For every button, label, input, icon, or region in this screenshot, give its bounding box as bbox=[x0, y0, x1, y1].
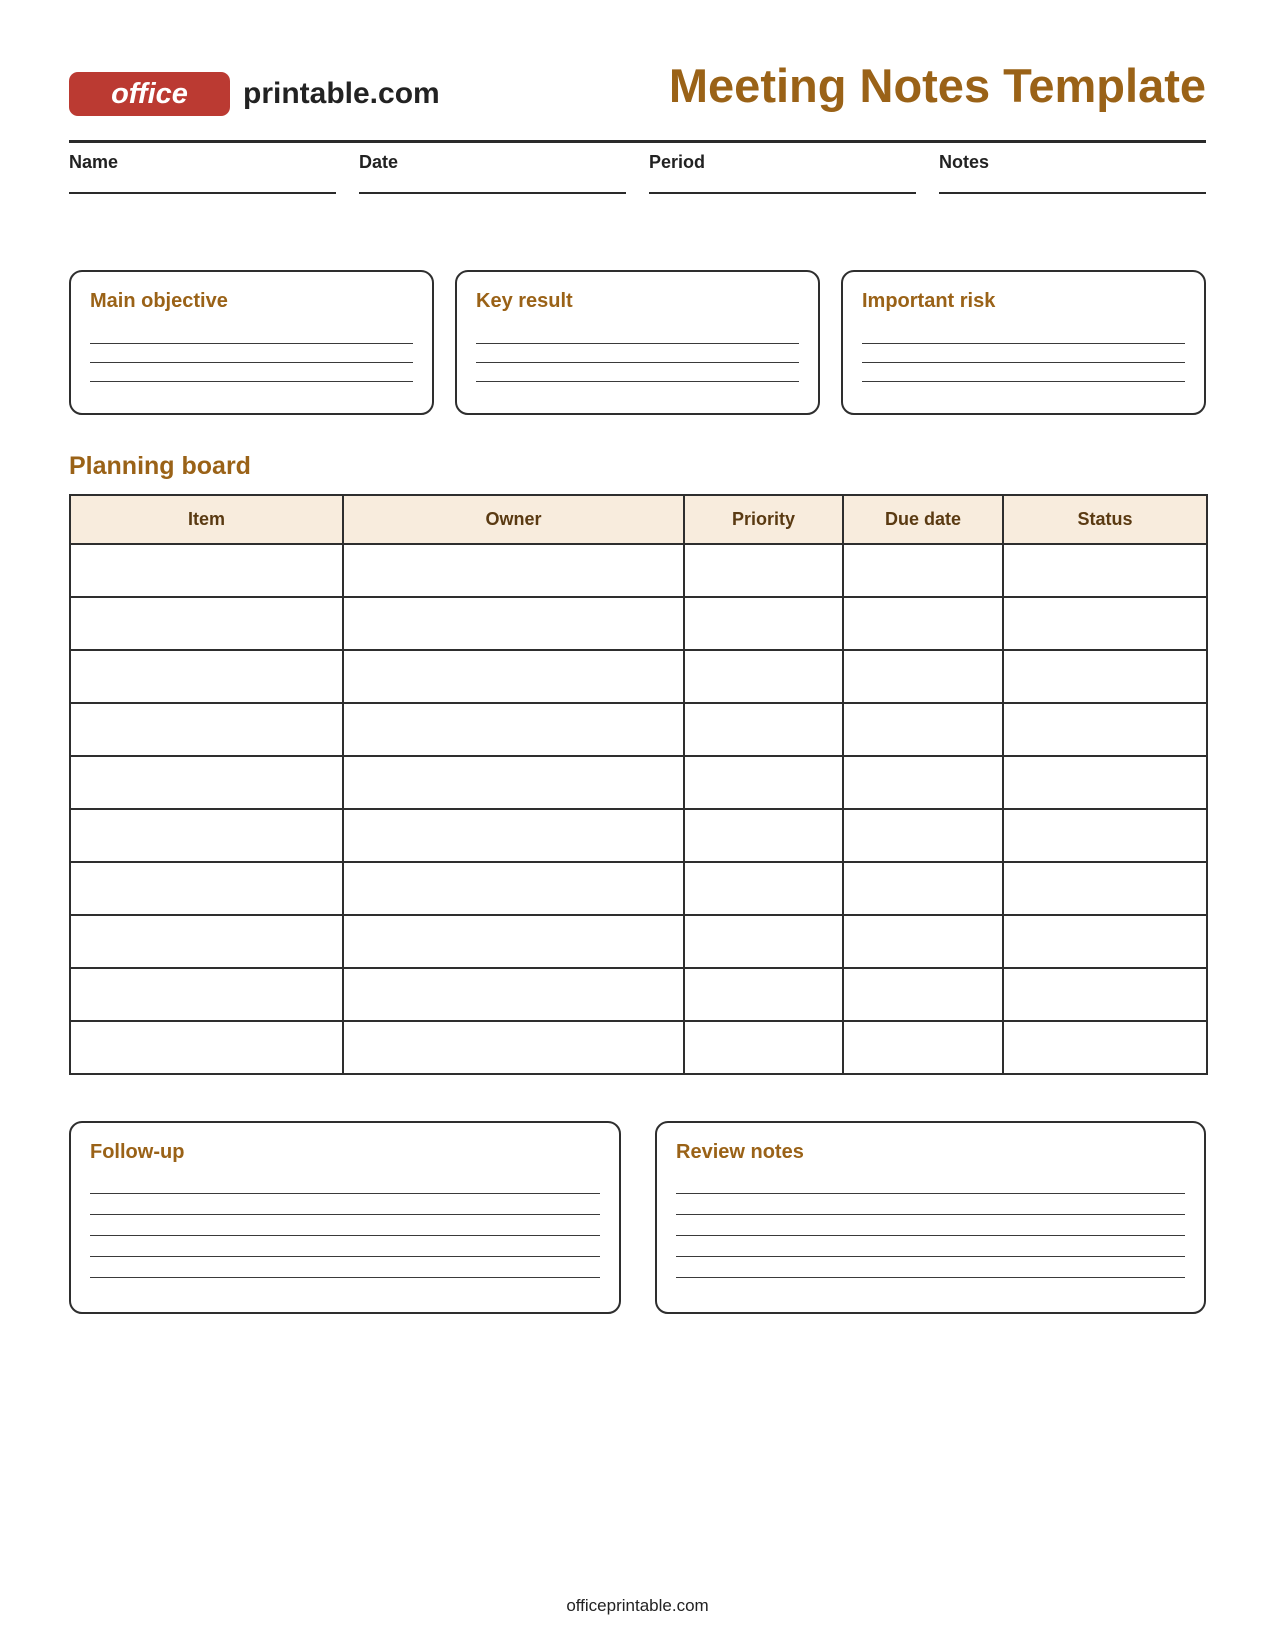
table-cell[interactable] bbox=[70, 544, 343, 597]
field-period[interactable] bbox=[649, 152, 916, 194]
table-cell[interactable] bbox=[70, 1021, 343, 1074]
table-cell[interactable] bbox=[70, 968, 343, 1021]
card-title: Main objective bbox=[90, 290, 228, 312]
writing-line bbox=[676, 1277, 1185, 1278]
column-header-due-date: Due date bbox=[843, 495, 1003, 544]
table-cell[interactable] bbox=[343, 756, 684, 809]
table-cell[interactable] bbox=[684, 915, 843, 968]
header-divider bbox=[69, 140, 1206, 143]
table-row bbox=[70, 915, 1207, 968]
card-important-risk[interactable] bbox=[841, 270, 1206, 415]
writing-line bbox=[90, 343, 413, 344]
writing-line bbox=[476, 343, 799, 344]
table-row bbox=[70, 597, 1207, 650]
table-cell[interactable] bbox=[684, 703, 843, 756]
writing-line bbox=[476, 362, 799, 363]
field-name[interactable] bbox=[69, 152, 336, 194]
card-review-notes[interactable] bbox=[655, 1121, 1206, 1314]
table-cell[interactable] bbox=[1003, 756, 1207, 809]
field-notes[interactable] bbox=[939, 152, 1206, 194]
table-cell[interactable] bbox=[843, 597, 1003, 650]
table-cell[interactable] bbox=[684, 862, 843, 915]
table-cell[interactable] bbox=[343, 1021, 684, 1074]
table-cell[interactable] bbox=[343, 862, 684, 915]
table-cell[interactable] bbox=[843, 756, 1003, 809]
table-cell[interactable] bbox=[684, 544, 843, 597]
writing-line bbox=[676, 1193, 1185, 1194]
footer-url: officeprintable.com bbox=[566, 1596, 709, 1615]
table-row bbox=[70, 650, 1207, 703]
table-cell[interactable] bbox=[343, 597, 684, 650]
writing-line bbox=[676, 1214, 1185, 1215]
field-date[interactable] bbox=[359, 152, 626, 194]
table-cell[interactable] bbox=[1003, 597, 1207, 650]
table-cell[interactable] bbox=[1003, 544, 1207, 597]
table-cell[interactable] bbox=[1003, 862, 1207, 915]
table-cell[interactable] bbox=[843, 650, 1003, 703]
field-label-notes: Notes bbox=[939, 152, 990, 172]
table-cell[interactable] bbox=[343, 650, 684, 703]
table-cell[interactable] bbox=[843, 809, 1003, 862]
logo bbox=[69, 72, 440, 116]
table-cell[interactable] bbox=[684, 968, 843, 1021]
writing-line bbox=[862, 381, 1185, 382]
section-title-planning-board: Planning board bbox=[69, 452, 251, 480]
table-cell[interactable] bbox=[843, 862, 1003, 915]
table-row bbox=[70, 703, 1207, 756]
table-row bbox=[70, 809, 1207, 862]
card-key-result[interactable] bbox=[455, 270, 820, 415]
table-cell[interactable] bbox=[1003, 650, 1207, 703]
table-cell[interactable] bbox=[70, 862, 343, 915]
table-cell[interactable] bbox=[684, 597, 843, 650]
table-cell[interactable] bbox=[684, 650, 843, 703]
field-label-name: Name bbox=[69, 152, 119, 172]
table-cell[interactable] bbox=[70, 597, 343, 650]
planning-board-table bbox=[69, 494, 1208, 1075]
table-cell[interactable] bbox=[843, 1021, 1003, 1074]
table-cell[interactable] bbox=[70, 915, 343, 968]
card-main-objective[interactable] bbox=[69, 270, 434, 415]
writing-line bbox=[676, 1235, 1185, 1236]
writing-line bbox=[476, 381, 799, 382]
field-label-period: Period bbox=[649, 152, 706, 172]
writing-line bbox=[90, 1277, 600, 1278]
table-cell[interactable] bbox=[343, 968, 684, 1021]
column-header-priority: Priority bbox=[684, 495, 843, 544]
table-cell[interactable] bbox=[343, 544, 684, 597]
table-cell[interactable] bbox=[843, 703, 1003, 756]
writing-line bbox=[90, 1256, 600, 1257]
field-label-date: Date bbox=[359, 152, 399, 172]
card-title: Important risk bbox=[862, 290, 996, 312]
writing-line bbox=[90, 362, 413, 363]
logo-domain: printable.com bbox=[243, 77, 440, 110]
writing-line bbox=[676, 1256, 1185, 1257]
writing-line bbox=[90, 1214, 600, 1215]
table-cell[interactable] bbox=[343, 809, 684, 862]
table-row bbox=[70, 862, 1207, 915]
page-title: Meeting Notes Template bbox=[668, 59, 1206, 112]
table-cell[interactable] bbox=[684, 1021, 843, 1074]
table-row bbox=[70, 968, 1207, 1021]
table-cell[interactable] bbox=[70, 756, 343, 809]
table-row bbox=[70, 756, 1207, 809]
table-row bbox=[70, 544, 1207, 597]
column-header-owner: Owner bbox=[343, 495, 684, 544]
column-header-item: Item bbox=[70, 495, 343, 544]
table-cell[interactable] bbox=[684, 809, 843, 862]
table-cell[interactable] bbox=[70, 703, 343, 756]
card-title: Follow-up bbox=[90, 1141, 185, 1163]
table-cell[interactable] bbox=[343, 915, 684, 968]
table-cell[interactable] bbox=[843, 968, 1003, 1021]
table-row bbox=[70, 1021, 1207, 1074]
table-cell[interactable] bbox=[70, 809, 343, 862]
table-cell[interactable] bbox=[343, 703, 684, 756]
table-cell[interactable] bbox=[1003, 1021, 1207, 1074]
table-header-row bbox=[70, 495, 1207, 544]
writing-line bbox=[862, 362, 1185, 363]
writing-line bbox=[90, 1235, 600, 1236]
logo-badge: office bbox=[69, 72, 230, 116]
table-cell[interactable] bbox=[1003, 968, 1207, 1021]
table-cell[interactable] bbox=[1003, 915, 1207, 968]
writing-line bbox=[90, 381, 413, 382]
table-cell[interactable] bbox=[843, 915, 1003, 968]
card-follow-up[interactable] bbox=[69, 1121, 621, 1314]
writing-line bbox=[90, 1193, 600, 1194]
column-header-status: Status bbox=[1003, 495, 1207, 544]
table-cell[interactable] bbox=[843, 544, 1003, 597]
table-cell[interactable] bbox=[70, 650, 343, 703]
table-cell[interactable] bbox=[684, 756, 843, 809]
table-cell[interactable] bbox=[1003, 809, 1207, 862]
card-title: Key result bbox=[476, 290, 573, 312]
writing-line bbox=[862, 343, 1185, 344]
card-title: Review notes bbox=[676, 1141, 804, 1163]
table-cell[interactable] bbox=[1003, 703, 1207, 756]
